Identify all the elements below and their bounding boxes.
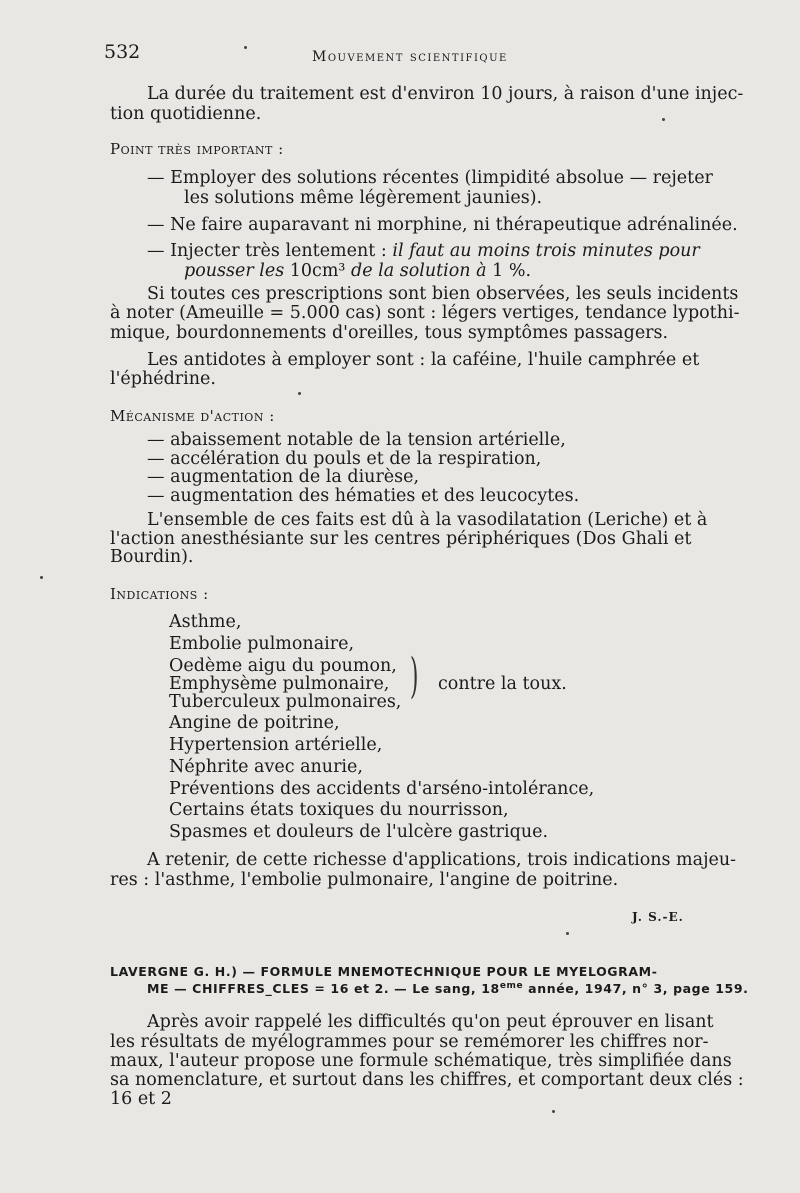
scan-speck xyxy=(244,46,247,49)
running-title: Mouvement scientifique xyxy=(312,49,508,65)
mecanisme-item-2: — accélération du pouls et de la respiration, xyxy=(147,449,542,469)
retenir-line-2: res : l'asthme, l'embolie pulmonaire, l'angine de poitrine. xyxy=(110,870,619,890)
prescriptions-line-1: Si toutes ces prescriptions sont bien observées, les seuls incidents xyxy=(147,284,739,304)
indication-item: Tuberculeux pulmonaires, xyxy=(169,692,402,712)
mecanisme-paragraph-line-2: l'action anesthésiante sur les centres périphériques (Dos Ghali et xyxy=(110,529,692,549)
scan-speck xyxy=(566,932,569,935)
prescriptions-line-3: mique, bourdonnements d'oreilles, tous symptômes passagers. xyxy=(110,323,669,343)
mecanisme-item-3: — augmentation de la diurèse, xyxy=(147,467,420,487)
scan-speck xyxy=(662,118,665,121)
indication-item: Asthme, xyxy=(169,612,242,632)
mecanisme-paragraph-line-1: L'ensemble de ces faits est dû à la vasodilatation (Leriche) et à xyxy=(147,510,708,530)
important-item-2: — Ne faire auparavant ni morphine, ni thérapeutique adrénalinée. xyxy=(147,215,738,235)
indication-item: Préventions des accidents d'arséno-intolérance, xyxy=(169,779,595,799)
retenir-line-1: A retenir, de cette richesse d'applications, trois indications majeu- xyxy=(147,850,737,870)
indications-heading: Indications : xyxy=(110,585,209,603)
scan-speck xyxy=(552,1110,555,1113)
indication-item: Oedème aigu du poumon, xyxy=(169,656,397,676)
article-reference-line-2: ME — CHIFFRES_CLES = 16 et 2. — Le sang, 18eme année, 1947, n° 3, page 159. xyxy=(147,981,749,997)
important-item-1-line-1: — Employer des solutions récentes (limpidité absolue — rejeter xyxy=(147,168,713,188)
antidotes-line-1: Les antidotes à employer sont : la caféine, l'huile camphrée et xyxy=(147,350,700,370)
article-body-line-1: Après avoir rappelé les difficultés qu'on peut éprouver en lisant xyxy=(147,1012,714,1032)
important-item-3-line-2: pousser les 10cm³ de la solution à 1 %. xyxy=(184,261,532,281)
intro-line-2: tion quotidienne. xyxy=(110,104,262,124)
mecanisme-heading: Mécanisme d'action : xyxy=(110,407,275,425)
important-item-1-line-2: les solutions même légèrement jaunies). xyxy=(184,188,543,208)
indication-item: Hypertension artérielle, xyxy=(169,735,383,755)
mecanisme-item-4: — augmentation des hématies et des leucocytes. xyxy=(147,486,580,506)
important-heading: Point très important : xyxy=(110,140,284,158)
indication-item: Spasmes et douleurs de l'ulcère gastrique. xyxy=(169,822,549,842)
prescriptions-line-2: à noter (Ameuille = 5.000 cas) sont : légers vertiges, tendance lypothi- xyxy=(110,303,740,323)
right-brace: ) xyxy=(410,648,419,704)
scan-speck xyxy=(298,392,301,395)
indication-item: Angine de poitrine, xyxy=(169,713,340,733)
intro-line-1: La durée du traitement est d'environ 10 jours, à raison d'une injec- xyxy=(147,84,744,104)
page-number: 532 xyxy=(104,41,141,63)
indication-item: Emphysème pulmonaire, xyxy=(169,674,390,694)
article-reference-line-1: LAVERGNE G. H.) — FORMULE MNEMOTECHNIQUE POUR LE MYELOGRAM- xyxy=(110,964,658,979)
article-body-line-5: 16 et 2 xyxy=(110,1089,172,1109)
mecanisme-item-1: — abaissement notable de la tension artérielle, xyxy=(147,430,566,450)
author-signature: J. S.-E. xyxy=(632,910,684,924)
indication-item: Néphrite avec anurie, xyxy=(169,757,363,777)
article-body-line-2: les résultats de myélogrammes pour se remémorer les chiffres nor- xyxy=(110,1032,709,1052)
important-item-3-line-1: — Injecter très lentement : il faut au moins trois minutes pour xyxy=(147,241,700,261)
article-body-line-3: maux, l'auteur propose une formule schématique, très simplifiée dans xyxy=(110,1051,732,1071)
indication-item: Certains états toxiques du nourrisson, xyxy=(169,800,509,820)
mecanisme-paragraph-line-3: Bourdin). xyxy=(110,547,194,567)
antidotes-line-2: l'éphédrine. xyxy=(110,369,216,389)
article-body-line-4: sa nomenclature, et surtout dans les chiffres, et comportant deux clés : xyxy=(110,1070,744,1090)
scan-speck xyxy=(40,576,43,579)
indication-item: Embolie pulmonaire, xyxy=(169,634,355,654)
brace-note: contre la toux. xyxy=(438,674,567,694)
